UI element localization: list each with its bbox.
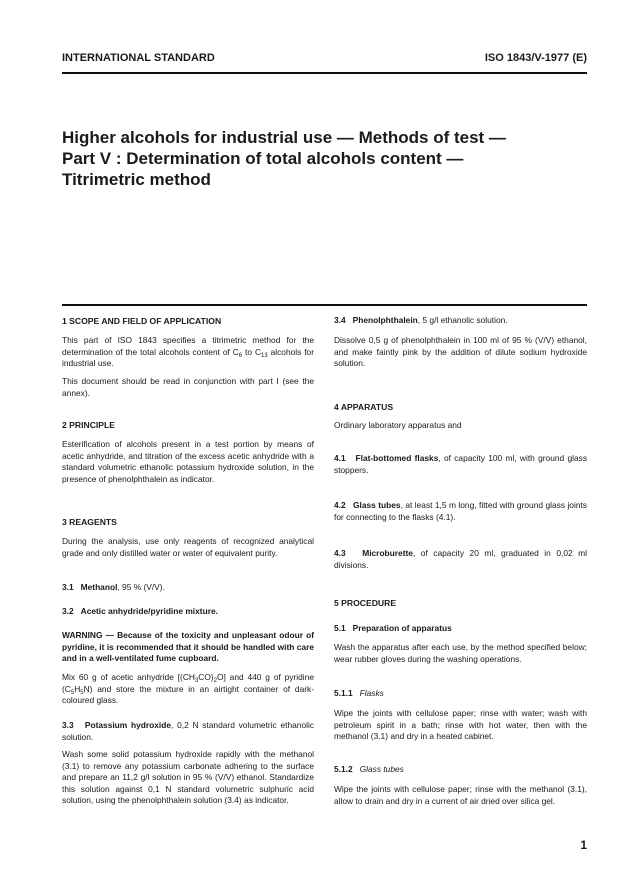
document-header (62, 52, 587, 68)
section-1-heading: 1 SCOPE AND FIELD OF APPLICATION (62, 316, 222, 326)
section-1-paragraph-1: This part of ISO 1843 specifies a titrimetric method for the determination of the total alcohols content of $C_6$ to $C_{13}$ alcohols for industrial use. (62, 335, 315, 369)
page-number: 1 (580, 838, 587, 852)
section-3-paragraph: During the analysis, use only reagents of recognized analytical grade and only distilled water or water of equivalent purity. (62, 536, 314, 558)
section-5-1-1-paragraph: Wipe the joints with cellulose paper; rinse with water; wash with petroleum spirit in a bath; rinse with hot water, then with the methanol (3.1) and dry in a heated cabinet. (334, 708, 587, 742)
title-line-2: Part V : Determination of total alcohols content — (62, 149, 464, 168)
section-2-heading: 2 PRINCIPLE (62, 420, 116, 430)
section-5-heading: 5 PROCEDURE (334, 598, 397, 608)
section-3-2-heading: 3.2 Acetic anhydride/pyridine mixture. (62, 606, 218, 616)
section-3-heading: 3 REAGENTS (62, 517, 117, 527)
warning-paragraph: WARNING — Because of the toxicity and unpleasant odour of pyridine, it is recommended that it should be handled with care and in a well-ventilated fume cupboard. (62, 630, 314, 664)
header-rule (62, 72, 587, 74)
section-3-4-paragraph: Dissolve 0,5 g of phenolphthalein in 100 ml of 95 % (V/V) ethanol, and make faintly pink by the addition of dilute sodium hydroxide solution. (334, 335, 587, 369)
section-3-1-heading: 3.1 Methanol, 95 % (V/V). (62, 582, 165, 592)
section-4-paragraph: Ordinary laboratory apparatus and (334, 420, 462, 430)
section-5-1-heading: 5.1 Preparation of apparatus (334, 623, 452, 633)
section-3-3-heading: 3.3 Potassium hydroxide, 0,2 N standard volumetric ethanolic solution. (62, 720, 315, 742)
document-title (62, 127, 587, 190)
section-4-1: 4.1 Flat-bottomed flasks, of capacity 100 ml, with ground glass stoppers. (334, 453, 588, 475)
section-5-1-2-paragraph: Wipe the joints with cellulose paper; rinse with the methanol (3.1), allow to drain and dry in a current of air dried over silica gel. (334, 784, 587, 806)
section-4-3: 4.3 Microburette, of capacity 20 ml, graduated in 0,02 ml divisions. (334, 548, 587, 570)
section-5-1-2-heading: 5.1.2 Glass tubes (334, 764, 404, 774)
section-1-paragraph-2: This document should be read in conjunction with part I (see the annex). (62, 376, 314, 398)
body-rule (62, 304, 587, 306)
section-3-4-heading: 3.4 Phenolphthalein, 5 g/l ethanolic solution. (334, 315, 508, 325)
title-line-1: Higher alcohols for industrial use — Methods of test — (62, 128, 506, 147)
standard-number: ISO 1843/V-1977 (E) (484, 52, 587, 64)
section-4-2: 4.2 Glass tubes, at least 1,5 m long, fitted with ground glass joints for connecting to the flasks (4.1). (334, 500, 587, 522)
section-4-heading: 4 APPARATUS (334, 402, 394, 412)
section-3-3-paragraph: Wash some solid potassium hydroxide rapidly with the methanol (3.1) to remove any potassium carbonate adhering to the surface and prepare an 11,2 g/l solution in 95 % (V/V) ethanol. Standardize this solution against 0,1 N standard volumetric sulphuric acid solution, using the phenolphthalein solution (3.4) as indicator. (62, 749, 314, 806)
section-5-1-1-heading: 5.1.1 Flasks (334, 688, 384, 698)
section-5-1-paragraph: Wash the apparatus after each use, by the method specified below; wear rubber gloves during the washing operations. (334, 642, 587, 664)
section-3-2-paragraph: Mix 60 g of acetic anhydride $[(CH_3CO)_2O]$ and 440 g of pyridine $(C_5H_5N)$ and store the mixture in an airtight container of dark-coloured glass. (62, 672, 314, 706)
section-2-paragraph: Esterification of alcohols present in a test portion by means of acetic anhydride, and titration of the excess acetic anhydride with a standard volumetric ethanolic potassium hydroxide solution, in the presence of phenolphthalein as indicator. (62, 439, 314, 484)
standard-label: INTERNATIONAL STANDARD (62, 52, 215, 64)
title-line-3: Titrimetric method (62, 170, 211, 189)
